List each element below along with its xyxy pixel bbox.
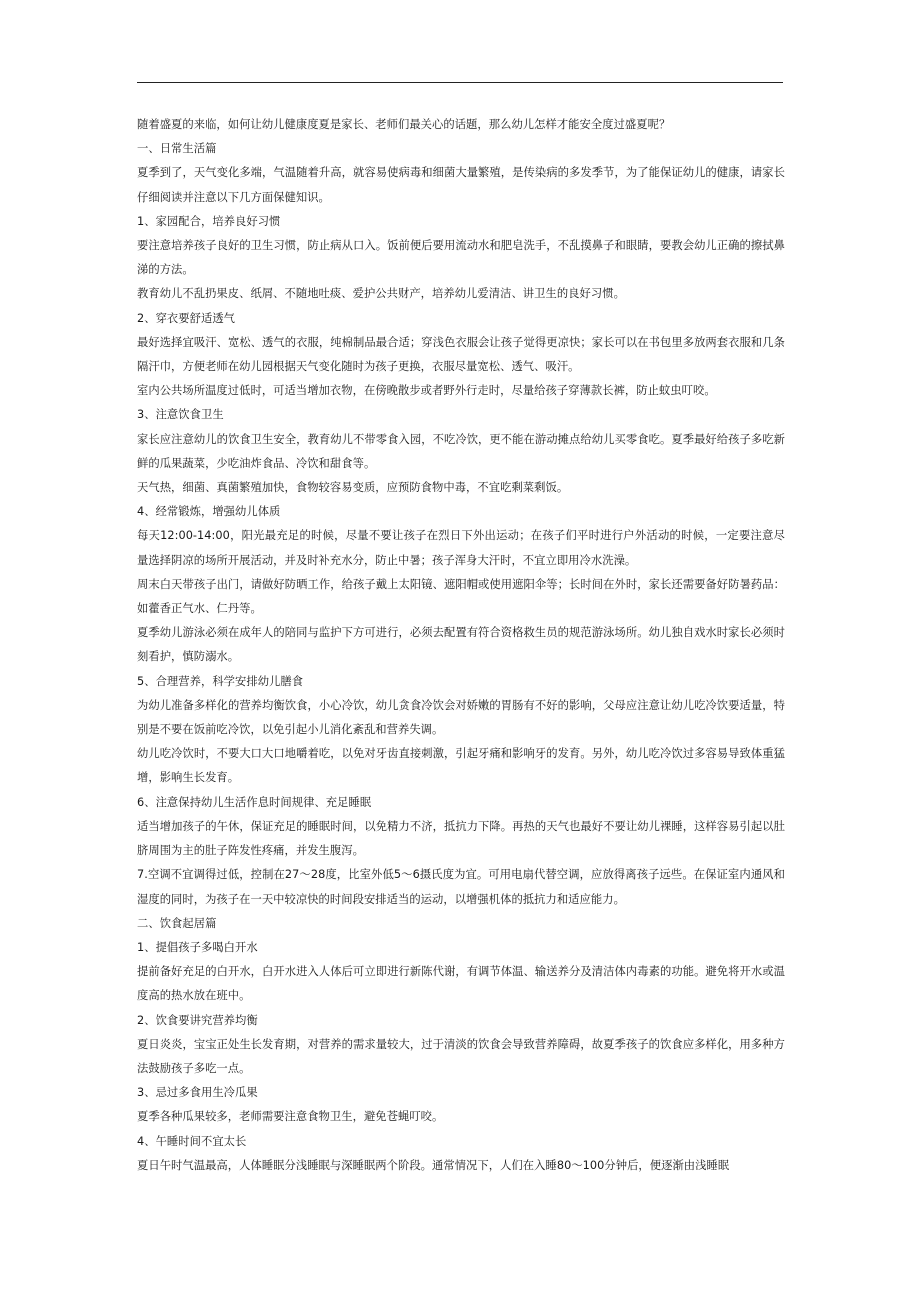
paragraph-food-hygiene-1: 家长应注意幼儿的饮食卫生安全，教育幼儿不带零食入园，不吃冷饮，更不能在游动摊点给幼儿买零食吃。夏季最好给孩子多吃新鲜的瓜果蔬菜，少吃油炸食品、冷饮和甜食等。 — [137, 432, 785, 470]
heading-habits: 1、家园配合，培养良好习惯 — [137, 214, 281, 228]
paragraph-food-hygiene-2: 天气热，细菌、真菌繁殖加快，食物较容易变质，应预防食物中毒，不宜吃剩菜剩饭。 — [137, 481, 569, 495]
paragraph-balanced-diet: 夏日炎炎，宝宝正处生长发育期，对营养的需求量较大，过于清淡的饮食会导致营养障碍，故夏季孩子的饮食应多样化，用多种方法鼓励孩子多吃一点。 — [137, 1037, 785, 1075]
heading-water: 1、提倡孩子多喝白开水 — [137, 940, 258, 954]
paragraph-clothing-2: 室内公共场所温度过低时，可适当增加衣物，在傍晚散步或者野外行走时，尽量给孩子穿薄款长裤，防止蚊虫叮咬。 — [137, 384, 716, 398]
paragraph-nutrition-2: 幼儿吃冷饮时，不要大口大口地嚼着吃，以免对牙齿直接刺激，引起牙痛和影响牙的发育。另外，幼儿吃冷饮过多容易导致体重猛增，影响生长发育。 — [137, 747, 785, 785]
paragraph-exercise-2: 周末白天带孩子出门，请做好防晒工作，给孩子戴上太阳镜、遮阳帽或使用遮阳伞等；长时间在外时，家长还需要备好防暑药品：如藿香正气水、仁丹等。 — [137, 577, 785, 616]
paragraph-nap: 夏日午时气温最高，人体睡眠分浅睡眠与深睡眠两个阶段。通常情况下，人们在入睡80～100分钟后，便逐渐由浅睡眠 — [137, 1158, 730, 1172]
section-title-diet: 二、饮食起居篇 — [137, 916, 217, 930]
paragraph-exercise-3: 夏季幼儿游泳必须在成年人的陪同与监护下方可进行，必须去配置有符合资格救生员的规范游泳场所。幼儿独自戏水时家长必须时刻看护，慎防溺水。 — [137, 626, 785, 664]
header-rule — [137, 82, 783, 83]
heading-nutrition: 5、合理营养，科学安排幼儿膳食 — [137, 674, 304, 688]
paragraph-exercise-1: 每天12:00-14:00，阳光最充足的时候，尽量不要让孩子在烈日下外出运动；在孩子们平时进行户外活动的时候，一定要注意尽量选择阴凉的场所开展活动，并及时补充水分，防止中暑；孩子浑身大汗时，不宜立即用冷水洗澡。 — [137, 529, 785, 567]
paragraph-sleep: 适当增加孩子的午休，保证充足的睡眠时间，以免精力不济，抵抗力下降。再热的天气也最好不要让幼儿裸睡，这样容易引起以肚脐周围为主的肚子阵发性疼痛，并发生腹泻。 — [137, 819, 785, 858]
intro-paragraph: 随着盛夏的来临，如何让幼儿健康度夏是家长、老师们最关心的话题，那么幼儿怎样才能安全度过盛夏呢？ — [137, 118, 671, 131]
paragraph-fruit: 夏季各种瓜果较多，老师需要注意食物卫生，避免苍蝇叮咬。 — [137, 1110, 444, 1124]
paragraph-water: 提前备好充足的白开水，白开水进入人体后可立即进行新陈代谢，有调节体温、输送养分及清洁体内毒素的功能。避免将开水或温度高的热水放在班中。 — [137, 965, 785, 1003]
section1-intro: 夏季到了，天气变化多端，气温随着升高，就容易使病毒和细菌大量繁殖，是传染病的多发季节，为了能保证幼儿的健康，请家长仔细阅读并注意以下几方面保健知识。 — [137, 166, 785, 204]
paragraph-clothing-1: 最好选择宜吸汗、宽松、透气的衣服，纯棉制品最合适；穿浅色衣服会让孩子觉得更凉快；家长可以在书包里多放两套衣服和几条隔汗巾，方便老师在幼儿园根据天气变化随时为孩子更换，衣服尽量宽松、透气、吸汗。 — [137, 335, 785, 374]
heading-clothing: 2、穿衣要舒适透气 — [137, 311, 236, 325]
document-body — [137, 113, 785, 1178]
document-page — [137, 0, 785, 1302]
paragraph-air-conditioning: 7.空调不宜调得过低，控制在27～28度，比室外低5～6摄氏度为宜。可用电扇代替空调，应放得离孩子远些。在保证室内通风和湿度的同时，为孩子在一天中较凉快的时间段安排适当的运动，以增强机体的抵抗力和适应能力。 — [137, 868, 785, 906]
heading-balanced-diet: 2、饮食要讲究营养均衡 — [137, 1013, 258, 1027]
heading-fruit: 3、忌过多食用生冷瓜果 — [137, 1086, 258, 1100]
heading-food-hygiene: 3、注意饮食卫生 — [137, 408, 224, 422]
paragraph-nutrition-1: 为幼儿准备多样化的营养均衡饮食，小心冷饮，幼儿贪食冷饮会对娇嫩的胃肠有不好的影响，父母应注意让幼儿吃冷饮要适量，特别是不要在饭前吃冷饮，以免引起小儿消化紊乱和营养失调。 — [137, 698, 785, 737]
heading-nap: 4、午睡时间不宜太长 — [137, 1134, 247, 1148]
heading-exercise: 4、经常锻炼，增强幼儿体质 — [137, 505, 281, 519]
paragraph-habits-2: 教育幼儿不乱扔果皮、纸屑、不随地吐痰、爱护公共财产，培养幼儿爱清洁、讲卫生的良好习惯。 — [137, 287, 625, 301]
section-title-daily-life: 一、日常生活篇 — [137, 142, 217, 156]
paragraph-habits-1: 要注意培养孩子良好的卫生习惯，防止病从口入。饭前便后要用流动水和肥皂洗手，不乱摸鼻子和眼睛，要教会幼儿正确的擦拭鼻涕的方法。 — [137, 239, 785, 277]
heading-sleep: 6、注意保持幼儿生活作息时间规律、充足睡眠 — [137, 795, 372, 809]
